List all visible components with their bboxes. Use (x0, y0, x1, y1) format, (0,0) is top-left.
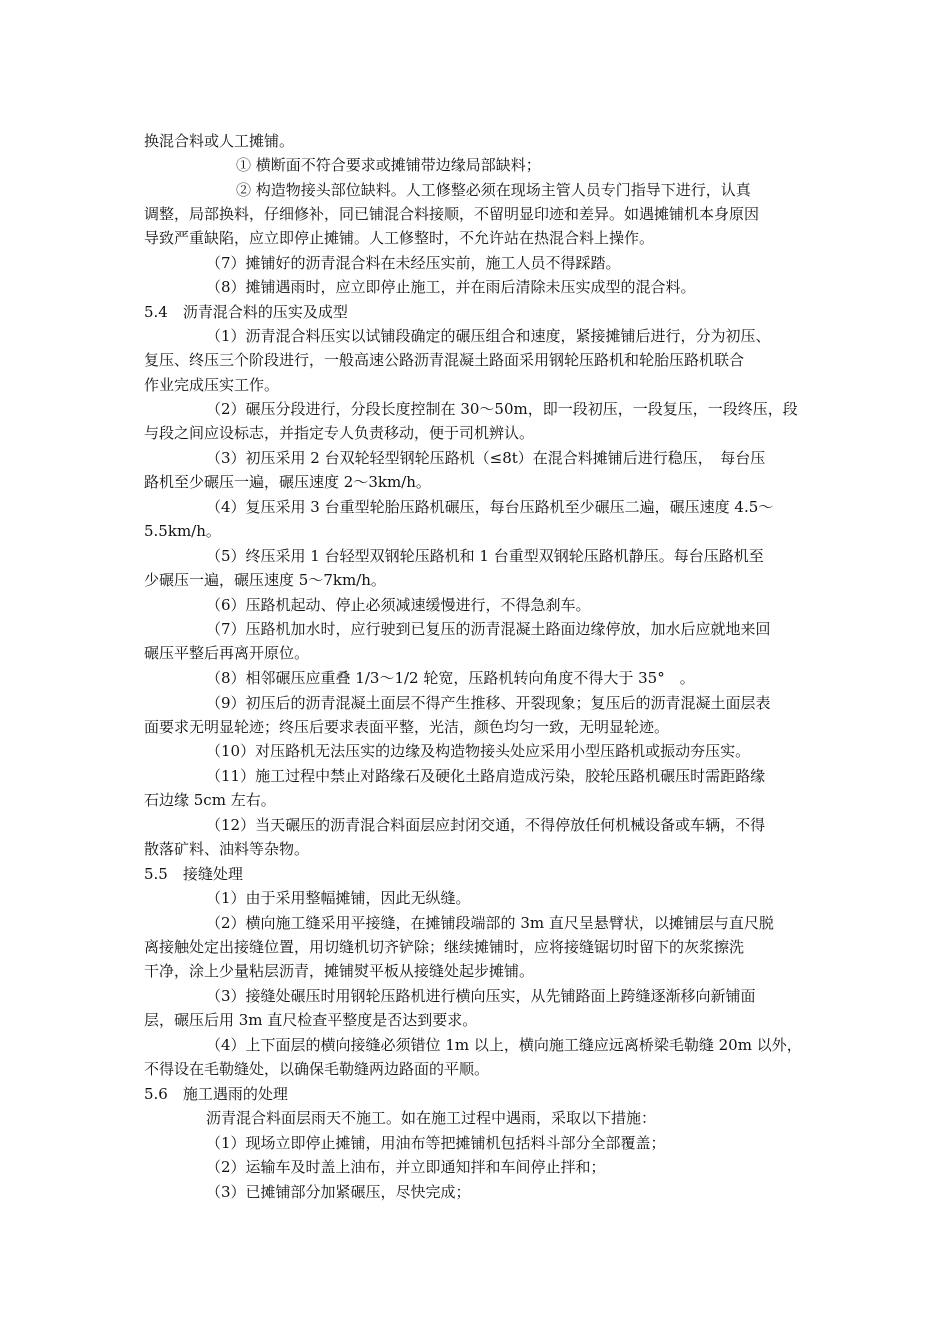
text-line: 散落矿料、油料等杂物。 (144, 840, 310, 858)
text-line: （8）摊铺遇雨时，应立即停止施工，并在雨后清除未压实成型的混合料。 (206, 278, 696, 296)
list-item: （3）已摊铺部分加紧碾压，尽快完成； (206, 1183, 471, 1201)
text-line: 路机至少碾压一遍，碾压速度 2～3km/h。 (144, 473, 431, 491)
list-item: （2）运输车及时盖上油布，并立即通知拌和车间停止拌和； (206, 1158, 606, 1176)
text-line: 少碾压一遍，碾压速度 5～7km/h。 (144, 571, 386, 589)
text-line: 复压、终压三个阶段进行，一般高速公路沥青混凝土路面采用钢轮压路机和轮胎压路机联合 (144, 351, 745, 369)
text-line: 5.5km/h。 (144, 522, 221, 540)
text-line: 导致严重缺陷，应立即停止摊铺。人工修整时，不允许站在热混合料上操作。 (144, 229, 655, 247)
text-line: （3）初压采用 2 台双轮轻型钢轮压路机（≤8t）在混合料摊铺后进行稳压， 每台压 (206, 449, 766, 467)
text-line: 碾压平整后再离开原位。 (144, 644, 310, 662)
text-line: 不得设在毛勒缝处，以确保毛勒缝两边路面的平顺。 (144, 1060, 490, 1078)
text-line: （9）初压后的沥青混凝土面层不得产生推移、开裂现象；复压后的沥青混凝土面层表 (206, 694, 771, 712)
text-line: （8）相邻碾压应重叠 1/3～1/2 轮宽，压路机转向角度不得大于 35° 。 (206, 669, 695, 687)
text-line: （4）复压采用 3 台重型轮胎压路机碾压，每台压路机至少碾压二遍，碾压速度 4.5～ (206, 498, 774, 516)
text-line: （6）压路机起动、停止必须减速缓慢进行，不得急刹车。 (206, 596, 591, 614)
text-line: 面要求无明显轮迹；终压后要求表面平整，光洁，颜色均匀一致，无明显轮迹。 (144, 718, 670, 736)
text-line: （2）横向施工缝采用平接缝，在摊铺段端部的 3m 直尺呈悬臂状，以摊铺层与直尺脱 (206, 914, 774, 932)
text-line: 干净，涂上少量粘层沥青，摊铺熨平板从接缝处起步摊铺。 (144, 962, 535, 980)
text-line: 调整，局部换料，仔细修补，同已铺混合料接顺，不留明显印迹和差异。如遇摊铺机本身原因 (144, 205, 760, 223)
text-line: （12）当天碾压的沥青混合料面层应封闭交通，不得停放任何机械设备或车辆，不得 (206, 816, 766, 834)
section-heading: 5.6 施工遇雨的处理 (144, 1085, 288, 1103)
text-line: （1）沥青混合料压实以试铺段确定的碾压组合和速度，紧接摊铺后进行，分为初压、 (206, 327, 771, 345)
text-line: 石边缘 5cm 左右。 (144, 791, 276, 809)
text-line: （2）碾压分段进行，分段长度控制在 30～50m，即一段初压，一段复压，一段终压，段 (206, 400, 798, 418)
text-line: （11）施工过程中禁止对路缘石及硬化土路肩造成污染，胶轮压路机碾压时需距路缘 (206, 767, 766, 785)
section-heading: 5.4 沥青混合料的压实及成型 (144, 303, 348, 321)
list-item: ② 构造物接头部位缺料。人工修整必须在现场主管人员专门指导下进行，认真 (236, 181, 751, 199)
text-line: 换混合料或人工摊铺。 (144, 132, 295, 150)
text-line: （5）终压采用 1 台轻型双钢轮压路机和 1 台重型双钢轮压路机静压。每台压路机至 (206, 547, 764, 565)
text-line: （3）接缝处碾压时用钢轮压路机进行横向压实，从先铺路面上跨缝逐渐移向新铺面 (206, 987, 756, 1005)
text-line: （10）对压路机无法压实的边缘及构造物接头处应采用小型压路机或振动夯压实。 (206, 742, 751, 760)
text-line: 离接触处定出接缝位置，用切缝机切齐铲除；继续摊铺时，应将接缝锯切时留下的灰浆擦洗 (144, 938, 745, 956)
text-line: （7）压路机加水时，应行驶到已复压的沥青混凝土路面边缘停放，加水后应就地来回 (206, 620, 771, 638)
text-line: （4）上下面层的横向接缝必须错位 1m 以上，横向施工缝应远离桥梁毛勒缝 20m 以外， (206, 1036, 802, 1054)
text-line: （7）摊铺好的沥青混合料在未经压实前，施工人员不得踩踏。 (206, 254, 621, 272)
text-line: 作业完成压实工作。 (144, 376, 280, 394)
list-item: （1）现场立即停止摊铺，用油布等把摊铺机包括料斗部分全部覆盖； (206, 1134, 666, 1152)
text-line: 沥青混合料面层雨天不施工。如在施工过程中遇雨，采取以下措施： (206, 1109, 657, 1127)
text-line: 层，碾压后用 3m 直尺检查平整度是否达到要求。 (144, 1011, 478, 1029)
section-heading: 5.5 接缝处理 (144, 865, 243, 883)
text-line: 与段之间应设标志，并指定专人负责移动，便于司机辨认。 (144, 424, 535, 442)
list-item: ① 横断面不符合要求或摊铺带边缘局部缺料； (236, 156, 541, 174)
text-line: （1）由于采用整幅摊铺，因此无纵缝。 (206, 889, 471, 907)
